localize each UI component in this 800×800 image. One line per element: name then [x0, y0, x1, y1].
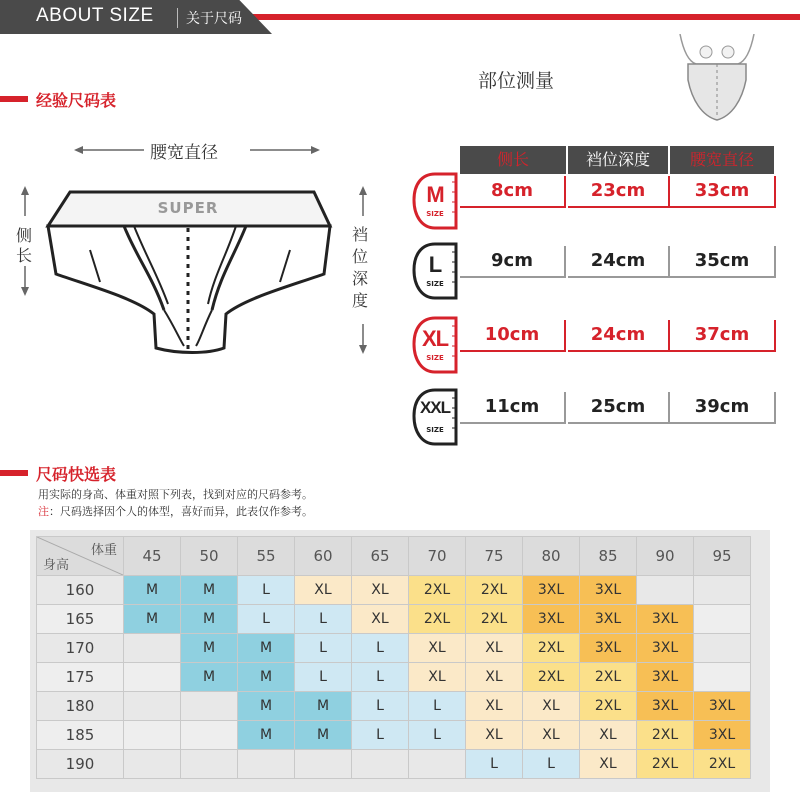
side-label-1: 侧 — [16, 226, 33, 245]
size-cell: 2XL — [466, 605, 523, 634]
size-cell: 3XL — [694, 721, 751, 750]
weight-header: 45 — [124, 537, 181, 576]
section-marker-2 — [0, 470, 28, 476]
size-cell: 2XL — [637, 750, 694, 779]
size-cell — [409, 750, 466, 779]
table-row — [37, 750, 751, 779]
size-cell — [124, 663, 181, 692]
height-header: 160 — [37, 576, 124, 605]
size-cell: 3XL — [637, 634, 694, 663]
crotch-label-1: 裆 — [352, 225, 369, 244]
size-cell — [124, 721, 181, 750]
size-value: 33cm — [670, 176, 776, 208]
size-cell: M — [181, 605, 238, 634]
size-cell: XL — [466, 663, 523, 692]
size-cell: 3XL — [580, 634, 637, 663]
size-cell: 2XL — [580, 692, 637, 721]
size-cell: 3XL — [523, 576, 580, 605]
size-cell: XL — [523, 721, 580, 750]
table-row — [37, 663, 751, 692]
weight-header: 95 — [694, 537, 751, 576]
size-value: 10cm — [460, 320, 566, 352]
size-cell — [181, 721, 238, 750]
size-cell: L — [352, 663, 409, 692]
col-header-crotch: 裆位深度 — [568, 146, 668, 174]
height-header: 190 — [37, 750, 124, 779]
size-cell: L — [238, 576, 295, 605]
table-row — [37, 692, 751, 721]
size-cell: L — [409, 721, 466, 750]
size-cell — [295, 750, 352, 779]
size-cell: 3XL — [637, 692, 694, 721]
grid-corner — [37, 537, 124, 576]
col-header-waist: 腰宽直径 — [670, 146, 774, 174]
table-row — [37, 605, 751, 634]
size-cell: M — [238, 663, 295, 692]
size-cell: M — [181, 634, 238, 663]
header-title: ABOUT SIZE — [36, 5, 154, 26]
crotch-label-4: 度 — [352, 291, 369, 310]
size-badge — [412, 316, 458, 374]
size-cell: M — [295, 721, 352, 750]
section-marker — [0, 96, 28, 102]
size-cell: 2XL — [694, 750, 751, 779]
weight-header: 50 — [181, 537, 238, 576]
corner-weight-label: 体重 — [90, 543, 117, 558]
size-cell — [124, 692, 181, 721]
size-badge-sub: SIZE — [426, 280, 444, 288]
crotch-label-3: 深 — [352, 269, 369, 288]
waist-label: 腰宽直径 — [150, 143, 218, 163]
size-cell: L — [295, 605, 352, 634]
size-cell — [352, 750, 409, 779]
size-value: 24cm — [568, 246, 670, 278]
note-text: ：尺码选择因个人的体型，喜好而异，此表仅作参考。 — [49, 505, 313, 518]
size-badge — [412, 388, 458, 446]
size-cell: M — [124, 576, 181, 605]
col-header-side: 侧长 — [460, 146, 566, 174]
crotch-label-2: 位 — [352, 247, 369, 266]
size-cell — [238, 750, 295, 779]
height-header: 170 — [37, 634, 124, 663]
size-badge-sub: SIZE — [426, 210, 444, 218]
size-cell: XL — [409, 663, 466, 692]
size-cell: M — [124, 605, 181, 634]
size-cell — [694, 663, 751, 692]
corner-height-label: 身高 — [43, 558, 70, 573]
size-badge-sub: SIZE — [426, 426, 444, 434]
size-cell: 2XL — [580, 663, 637, 692]
height-header: 185 — [37, 721, 124, 750]
size-badge — [412, 172, 458, 230]
size-badge-label: XXL — [419, 398, 451, 417]
height-header: 165 — [37, 605, 124, 634]
weight-header: 65 — [352, 537, 409, 576]
weight-header: 55 — [238, 537, 295, 576]
size-cell: 2XL — [466, 576, 523, 605]
size-cell: 2XL — [523, 634, 580, 663]
size-badge-label: L — [428, 252, 442, 277]
weight-header: 85 — [580, 537, 637, 576]
size-badge-label: M — [426, 182, 444, 207]
size-cell: L — [352, 634, 409, 663]
size-cell — [694, 605, 751, 634]
size-cell: M — [295, 692, 352, 721]
size-cell: XL — [580, 750, 637, 779]
table-row — [37, 634, 751, 663]
height-header: 180 — [37, 692, 124, 721]
brand-logo: SUPER — [157, 199, 219, 217]
size-cell: XL — [466, 634, 523, 663]
measure-title: 部位测量 — [478, 70, 555, 92]
note-prefix: 注 — [38, 505, 49, 518]
size-badge — [412, 242, 458, 300]
weight-header: 60 — [295, 537, 352, 576]
size-value: 9cm — [460, 246, 566, 278]
size-cell — [124, 634, 181, 663]
quick-select-note — [38, 503, 313, 519]
height-header: 175 — [37, 663, 124, 692]
weight-header: 75 — [466, 537, 523, 576]
table-row — [37, 721, 751, 750]
size-cell: XL — [352, 605, 409, 634]
size-cell: XL — [466, 721, 523, 750]
size-cell: XL — [580, 721, 637, 750]
size-cell: 2XL — [409, 605, 466, 634]
quick-select-description: 用实际的身高、体重对照下列表，找到对应的尺码参考。 — [38, 488, 313, 501]
size-cell: XL — [409, 634, 466, 663]
size-cell: XL — [352, 576, 409, 605]
size-cell: M — [181, 663, 238, 692]
section-title-size-chart: 经验尺码表 — [36, 91, 117, 110]
size-cell: L — [523, 750, 580, 779]
header-separator — [177, 8, 178, 28]
size-value: 24cm — [568, 320, 670, 352]
size-cell: L — [409, 692, 466, 721]
side-label-2: 长 — [16, 246, 33, 265]
size-value: 23cm — [568, 176, 670, 208]
weight-header: 70 — [409, 537, 466, 576]
size-cell: L — [295, 663, 352, 692]
size-cell: L — [295, 634, 352, 663]
header-subtitle: 关于尺码 — [186, 11, 242, 27]
size-cell: XL — [295, 576, 352, 605]
size-value: 35cm — [670, 246, 776, 278]
size-cell: M — [238, 634, 295, 663]
size-cell — [181, 750, 238, 779]
size-cell — [181, 692, 238, 721]
section-title-quick-select: 尺码快选表 — [36, 465, 117, 484]
size-cell: XL — [523, 692, 580, 721]
size-cell — [694, 576, 751, 605]
size-cell: L — [238, 605, 295, 634]
size-cell: 2XL — [409, 576, 466, 605]
size-cell: 3XL — [580, 605, 637, 634]
size-cell: 3XL — [523, 605, 580, 634]
size-cell: 3XL — [637, 663, 694, 692]
size-badge-sub: SIZE — [426, 354, 444, 362]
size-cell — [124, 750, 181, 779]
size-value: 8cm — [460, 176, 566, 208]
size-cell: M — [238, 692, 295, 721]
weight-header: 90 — [637, 537, 694, 576]
size-cell: 3XL — [637, 605, 694, 634]
size-cell: L — [352, 721, 409, 750]
size-cell: M — [238, 721, 295, 750]
model-measure-illustration — [662, 34, 772, 124]
size-value: 25cm — [568, 392, 670, 424]
size-cell: 2XL — [523, 663, 580, 692]
size-cell: 3XL — [694, 692, 751, 721]
size-cell: 3XL — [580, 576, 637, 605]
size-cell — [637, 576, 694, 605]
size-cell: L — [352, 692, 409, 721]
size-badge-label: XL — [421, 326, 449, 351]
size-cell — [694, 634, 751, 663]
size-cell: L — [466, 750, 523, 779]
table-row — [37, 576, 751, 605]
weight-header: 80 — [523, 537, 580, 576]
size-value: 37cm — [670, 320, 776, 352]
size-cell: XL — [466, 692, 523, 721]
size-quick-select-grid — [36, 536, 751, 779]
size-cell: M — [181, 576, 238, 605]
size-value: 11cm — [460, 392, 566, 424]
size-value: 39cm — [670, 392, 776, 424]
size-cell: 2XL — [637, 721, 694, 750]
